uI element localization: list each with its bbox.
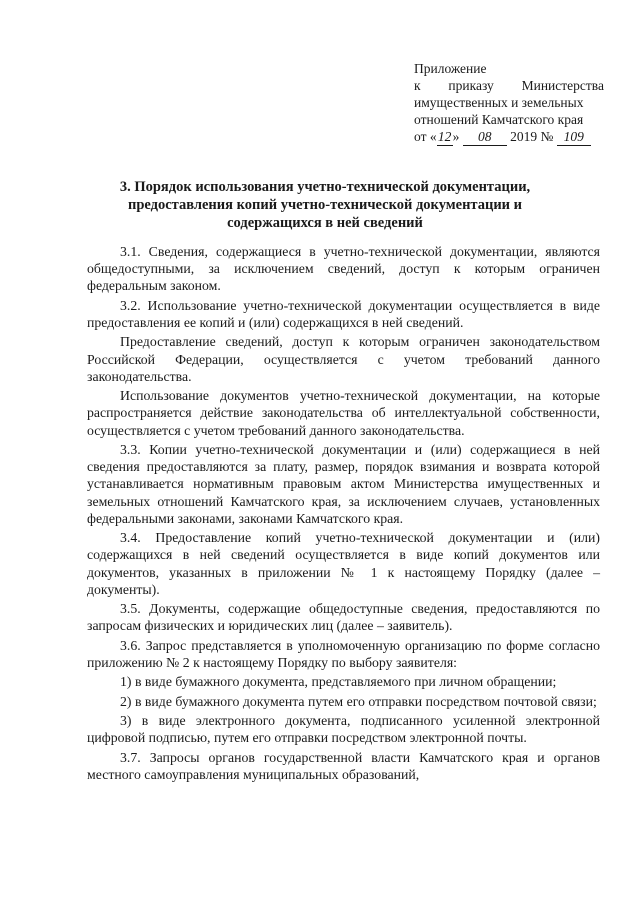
date-year: 2019 №: [510, 129, 554, 144]
paragraph-3-1: 3.1. Сведения, содержащиеся в учетно-технической документации, являются общедоступными, за исключением сведений, доступ к которым ограничен федеральным законом.: [87, 244, 600, 294]
date-month: 08: [463, 128, 507, 146]
paragraph-3-6: 3.6. Запрос представляется в уполномоченную организацию по форме согласно приложению № 2 к настоящему Порядку по выбору заявителя:: [87, 637, 600, 670]
list-item-2: 2) в виде бумажного документа путем его отправки посредством почтовой связи;: [120, 693, 597, 709]
list-item-3: 3) в виде электронного документа, подписанного усиленной электронной цифровой подписью, путем его отправки посредством электронной почты.: [87, 713, 600, 746]
section-heading: 3. Порядок использования учетно-технической документации, предоставления копий учетно-технической документации и содержащихся в ней сведений: [119, 179, 531, 231]
appendix-order-line: к приказу Министерства: [414, 78, 604, 93]
date-mid: »: [452, 129, 460, 144]
paragraph-3-7: 3.7. Запросы органов государственной власти Камчатского края и органов местного самоуправления муниципальных образований,: [87, 749, 600, 782]
document-body: [87, 243, 600, 785]
list-item-1: 1) в виде бумажного документа, представляемого при личном обращении;: [120, 674, 557, 690]
appendix-block: [414, 60, 604, 146]
paragraph-3-2: 3.2. Использование учетно-технической документации осуществляется в виде предоставления ее копий и (или) содержащихся в ней сведений.: [87, 297, 600, 330]
paragraph-3-5: 3.5. Документы, содержащие общедоступные сведения, предоставляются по запросам физических и юридических лиц (далее – заявитель).: [87, 601, 600, 634]
appendix-ministry-line: имущественных и земельных: [414, 95, 584, 110]
paragraph-restricted-info: Предоставление сведений, доступ к которым ограничен законодательством Российской Федерации, осуществляется с учетом требований данного законодательства.: [87, 334, 600, 384]
appendix-title: Приложение: [414, 61, 487, 76]
date-day: 12: [437, 129, 452, 144]
paragraph-3-3: 3.3. Копии учетно-технической документации и (или) содержащиеся в ней сведения предоставляются за плату, размер, порядок взимания и возврата которой устанавливается нормативным правовым актом Министерства имущественных и земельных отношений Камчатского края, за исключением случаев, установленных федеральными законами, законами Камчатского края.: [87, 441, 600, 526]
paragraph-3-4: 3.4. Предоставление копий учетно-технической документации и (или) содержащихся в ней сведений осуществляется в виде копий документов или документов, указанных в приложении № 1 к настоящему Порядку (далее – документы).: [87, 530, 600, 597]
appendix-date-line: [414, 129, 591, 144]
appendix-region-line: отношений Камчатского края: [414, 112, 584, 127]
order-number: 109: [557, 128, 591, 146]
paragraph-intellectual-property: Использование документов учетно-технической документации, на которые распространяется действие законодательства об интеллектуальной собственности, осуществляется с учетом требований данного законодательства.: [87, 388, 600, 438]
date-prefix: от «: [414, 129, 437, 144]
